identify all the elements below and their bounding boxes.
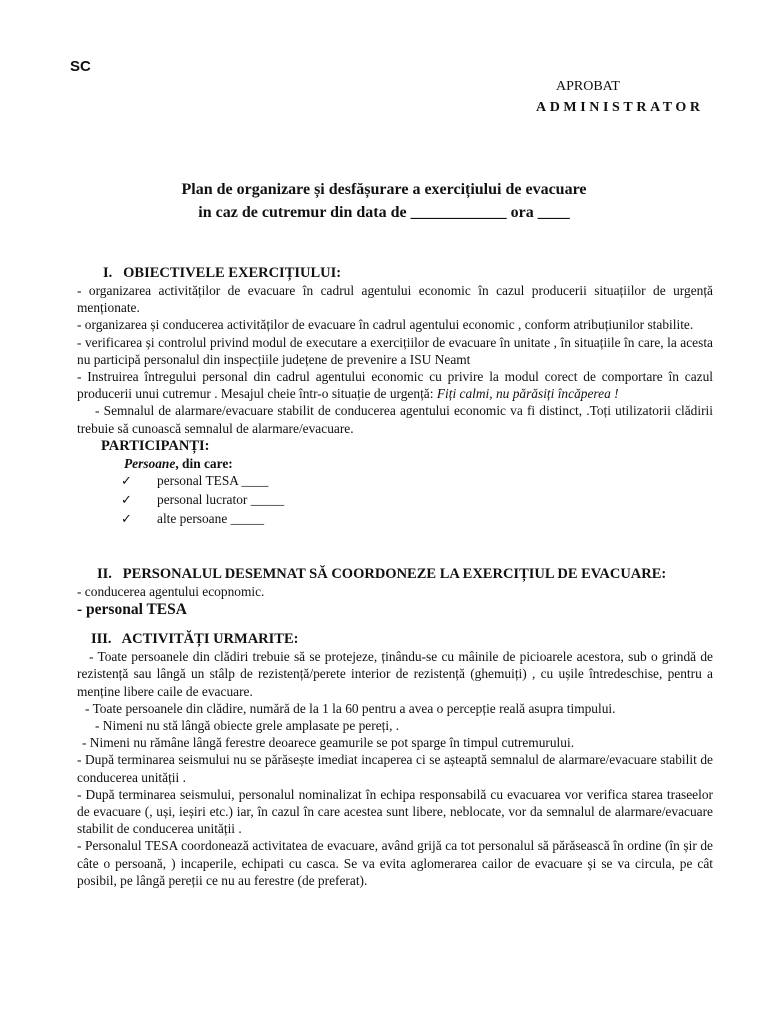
document-title-line2: in caz de cutremur din data de ____________ ora ____	[198, 204, 570, 221]
list-item	[121, 472, 713, 491]
paragraph: - Toate persoanele din clădire, numără de la 1 la 60 pentru a avea o percepție reală asupra timpului.	[85, 700, 616, 716]
approver-label: ADMINISTRATOR	[536, 100, 704, 115]
paragraph: - După terminarea seismului nu se părăsește imediat incaperea ci se așteaptă semnalul de alarmare/evacuare stabilit de conducerea unității .	[77, 752, 713, 785]
paragraph: - verificarea și controlul privind modul de executare a exercițiilor de evacuare în unitate , în situațiile în care, la acesta nu participă personalul din inspecțiile județene de prevenire a ISU Neamt	[77, 334, 713, 367]
paragraph	[77, 368, 713, 402]
company-label: SC	[70, 58, 91, 75]
section-heading-personnel: II. PERSONALUL DESEMNAT SĂ COORDONEZE LA EXERCIȚIUL DE EVACUARE:	[97, 566, 667, 583]
participants-list	[77, 472, 713, 529]
list-item-label: personal lucrator _____	[157, 492, 285, 508]
checkmark-icon: ✓	[121, 512, 132, 528]
checkmark-icon: ✓	[121, 474, 132, 490]
list-item-label: personal TESA ____	[157, 473, 269, 489]
approved-label: APROBAT	[556, 79, 620, 94]
paragraph: - conducerea agentului ecopnomic.	[77, 584, 265, 600]
list-item	[121, 510, 713, 529]
paragraph: - Semnalul de alarmare/evacuare stabilit de conducerea agentului economic va fi distinct, .Toți utilizatorii clădirii trebuie să cunoască semnalul de alarmare/evacuare.	[77, 403, 713, 436]
key-message: Fiți calmi, nu părăsiți încăperea !	[436, 386, 619, 402]
list-item	[121, 491, 713, 510]
paragraph: - Nimeni nu stă lângă obiecte grele amplasate pe pereți, .	[95, 718, 400, 734]
persons-label	[77, 455, 713, 472]
paragraph: - Toate persoanele din clădiri trebuie să se protejeze, ținându-se cu mâinile de picioarele acestora, sub o grindă de rezistență sau lângă un stâlp de rezistență/perete interior de rezistență (ghemuiți) , cu ușile întredeschise, pentru a menține libere caile de evacuare.	[77, 649, 713, 699]
paragraph: - Nimeni nu rămâne lângă ferestre deoarece geamurile se pot sparge în timpul cutremurului.	[82, 735, 575, 751]
persons-label-italic: Persoane	[124, 455, 176, 471]
checkmark-icon: ✓	[121, 493, 132, 509]
persons-label-rest: , din care:	[175, 455, 233, 471]
list-item-label: alte persoane _____	[157, 511, 265, 527]
section-heading-objectives: I. OBIECTIVELE EXERCIȚIULUI:	[103, 265, 342, 281]
paragraph: - Personalul TESA coordonează activitatea de evacuare, având grijă ca tot personalul să părăsească în ordine (în șir de câte o persoană, ) incaperile, echipati cu casca. Se va evita aglomerarea cailor de evacuare și se va circula, pe cât posibil, pe lângă pereții ce nu au ferestre (de preferat).	[77, 838, 713, 888]
document-title-line1: Plan de organizare și desfășurare a exercițiului de evacuare	[181, 181, 587, 198]
section-heading-participants: PARTICIPANȚI:	[101, 437, 210, 454]
document-body	[77, 264, 713, 889]
paragraph-emphasis: - personal TESA	[77, 601, 187, 619]
paragraph-text: - Instruirea întregului personal din cadrul agentului economic cu privire la modul corect de comportare în cazul producerii unui cutremur . Mesajul cheie într-o situație de urgență:	[77, 369, 713, 402]
paragraph: - organizarea și conducerea activităților de evacuare în cadrul agentului economic , conform atribuțiunilor stabilite.	[77, 317, 694, 333]
paragraph: - După terminarea seismului, personalul nominalizat în echipa responsabilă cu evacuarea vor verifica starea traseelor de evacuare (, uși, ieșiri etc.) iar, în cazul în care acestea sunt libere, neblocate, vor da semnalul de alarmare/evacuare stabilit de conducerea unității .	[77, 786, 713, 837]
paragraph: - organizarea activităților de evacuare în cadrul agentului economic în cazul producerii situațiilor de urgență menționate.	[77, 283, 713, 316]
section-heading-activities: III. ACTIVITĂȚI URMARITE:	[91, 631, 299, 648]
